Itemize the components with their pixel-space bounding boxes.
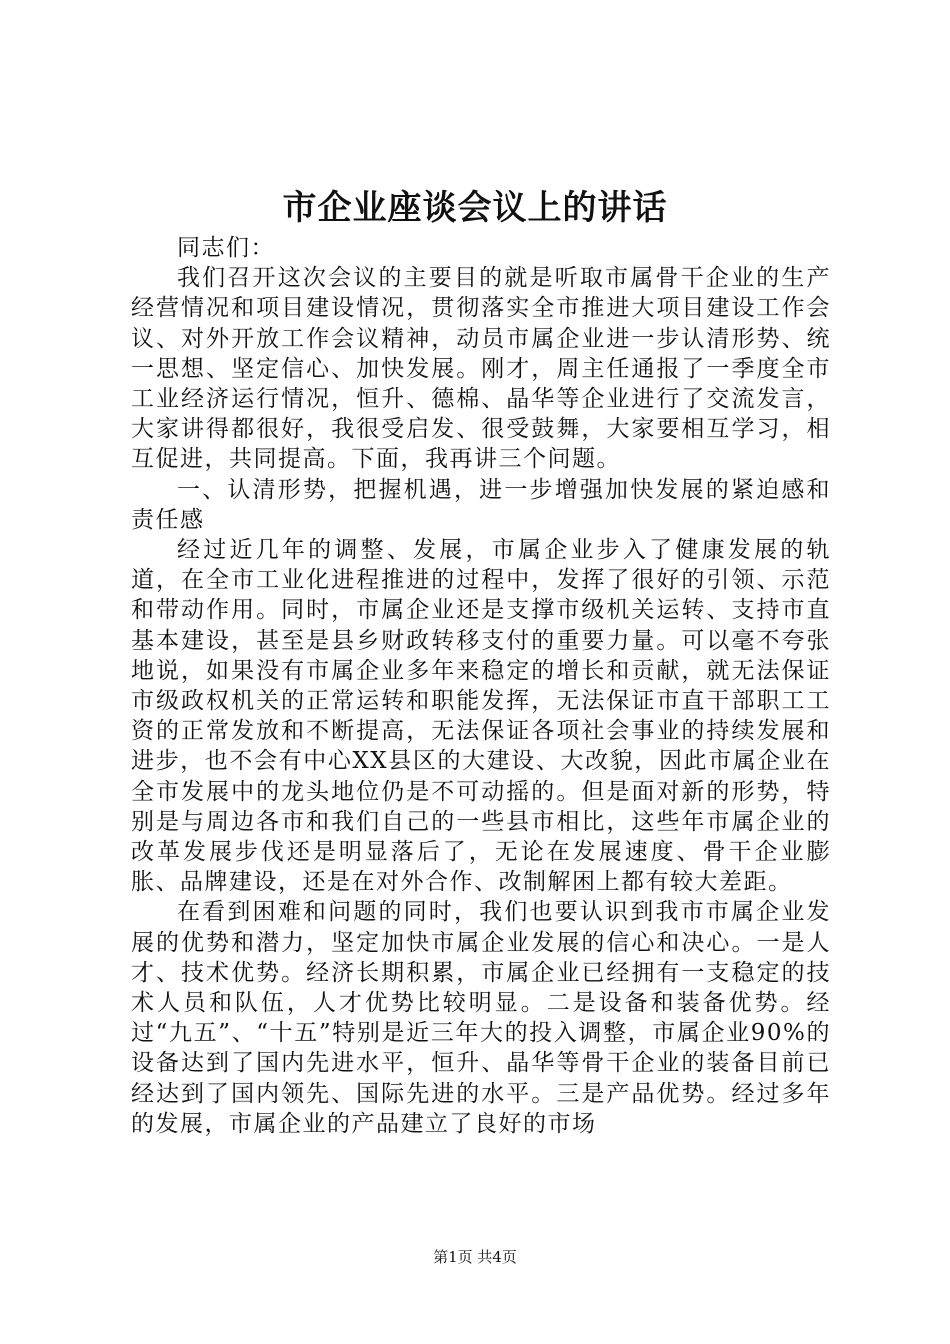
section-heading-1: 一、认清形势，把握机遇，进一步增强加快发展的紧迫感和责任感 (131, 476, 831, 533)
paragraph-advantages: 在看到困难和问题的同时，我们也要认识到我市市属企业发展的优势和潜力，坚定加快市属企业发展的信心和决心。一是人才、技术优势。经济长期积累，市属企业已经拥有一支稳定的技术人员和队伍，人才优势比较明显。二是设备和装备优势。经过“九五”、“十五”特别是近三年大的投入调整，市属企业90%的设备达到了国内先进水平，恒升、晶华等骨干企业的装备目前已经达到了国内领先、国际先进的水平。三是产品优势。经过多年的发展，市属企业的产品建立了良好的市场 (131, 899, 831, 1137)
salutation: 同志们： (177, 235, 275, 261)
document-title: 市企业座谈会议上的讲话 (282, 188, 668, 228)
paragraph-situation: 经过近几年的调整、发展，市属企业步入了健康发展的轨道，在全市工业化进程推进的过程中，发挥了很好的引领、示范和带动作用。同时，市属企业还是支撑市级机关运转、支持市直基本建设，甚至是县乡财政转移支付的重要力量。可以毫不夸张地说，如果没有市属企业多年来稳定的增长和贡献，就无法保证市级政权机关的正常运转和职能发挥，无法保证市直干部职工工资的正常发放和不断提高，无法保证各项社会事业的持续发展和进步，也不会有中心XX县区的大建设、大改貌，因此市属企业在全市发展中的龙头地位仍是不可动摇的。但是面对新的形势，特别是与周边各市和我们自己的一些县市相比，这些年市属企业的改革发展步伐还是明显落后了，无论在发展速度、骨干企业膨胀、品牌建设，还是在对外合作、改制解困上都有较大差距。 (131, 537, 831, 896)
document-body (131, 233, 831, 1139)
paragraph-intro: 我们召开这次会议的主要目的就是听取市属骨干企业的生产经营情况和项目建设情况，贯彻落实全市推进大项目建设工作会议、对外开放工作会议精神，动员市属企业进一步认清形势、统一思想、坚定信心、加快发展。刚才，周主任通报了一季度全市工业经济运行情况，恒升、德棉、晶华等企业进行了交流发言，大家讲得都很好，我很受启发、很受鼓舞，大家要相互学习，相互促进，共同提高。下面，我再讲三个问题。 (131, 265, 831, 473)
page-footer: 第1页 共4页 (433, 1248, 517, 1266)
